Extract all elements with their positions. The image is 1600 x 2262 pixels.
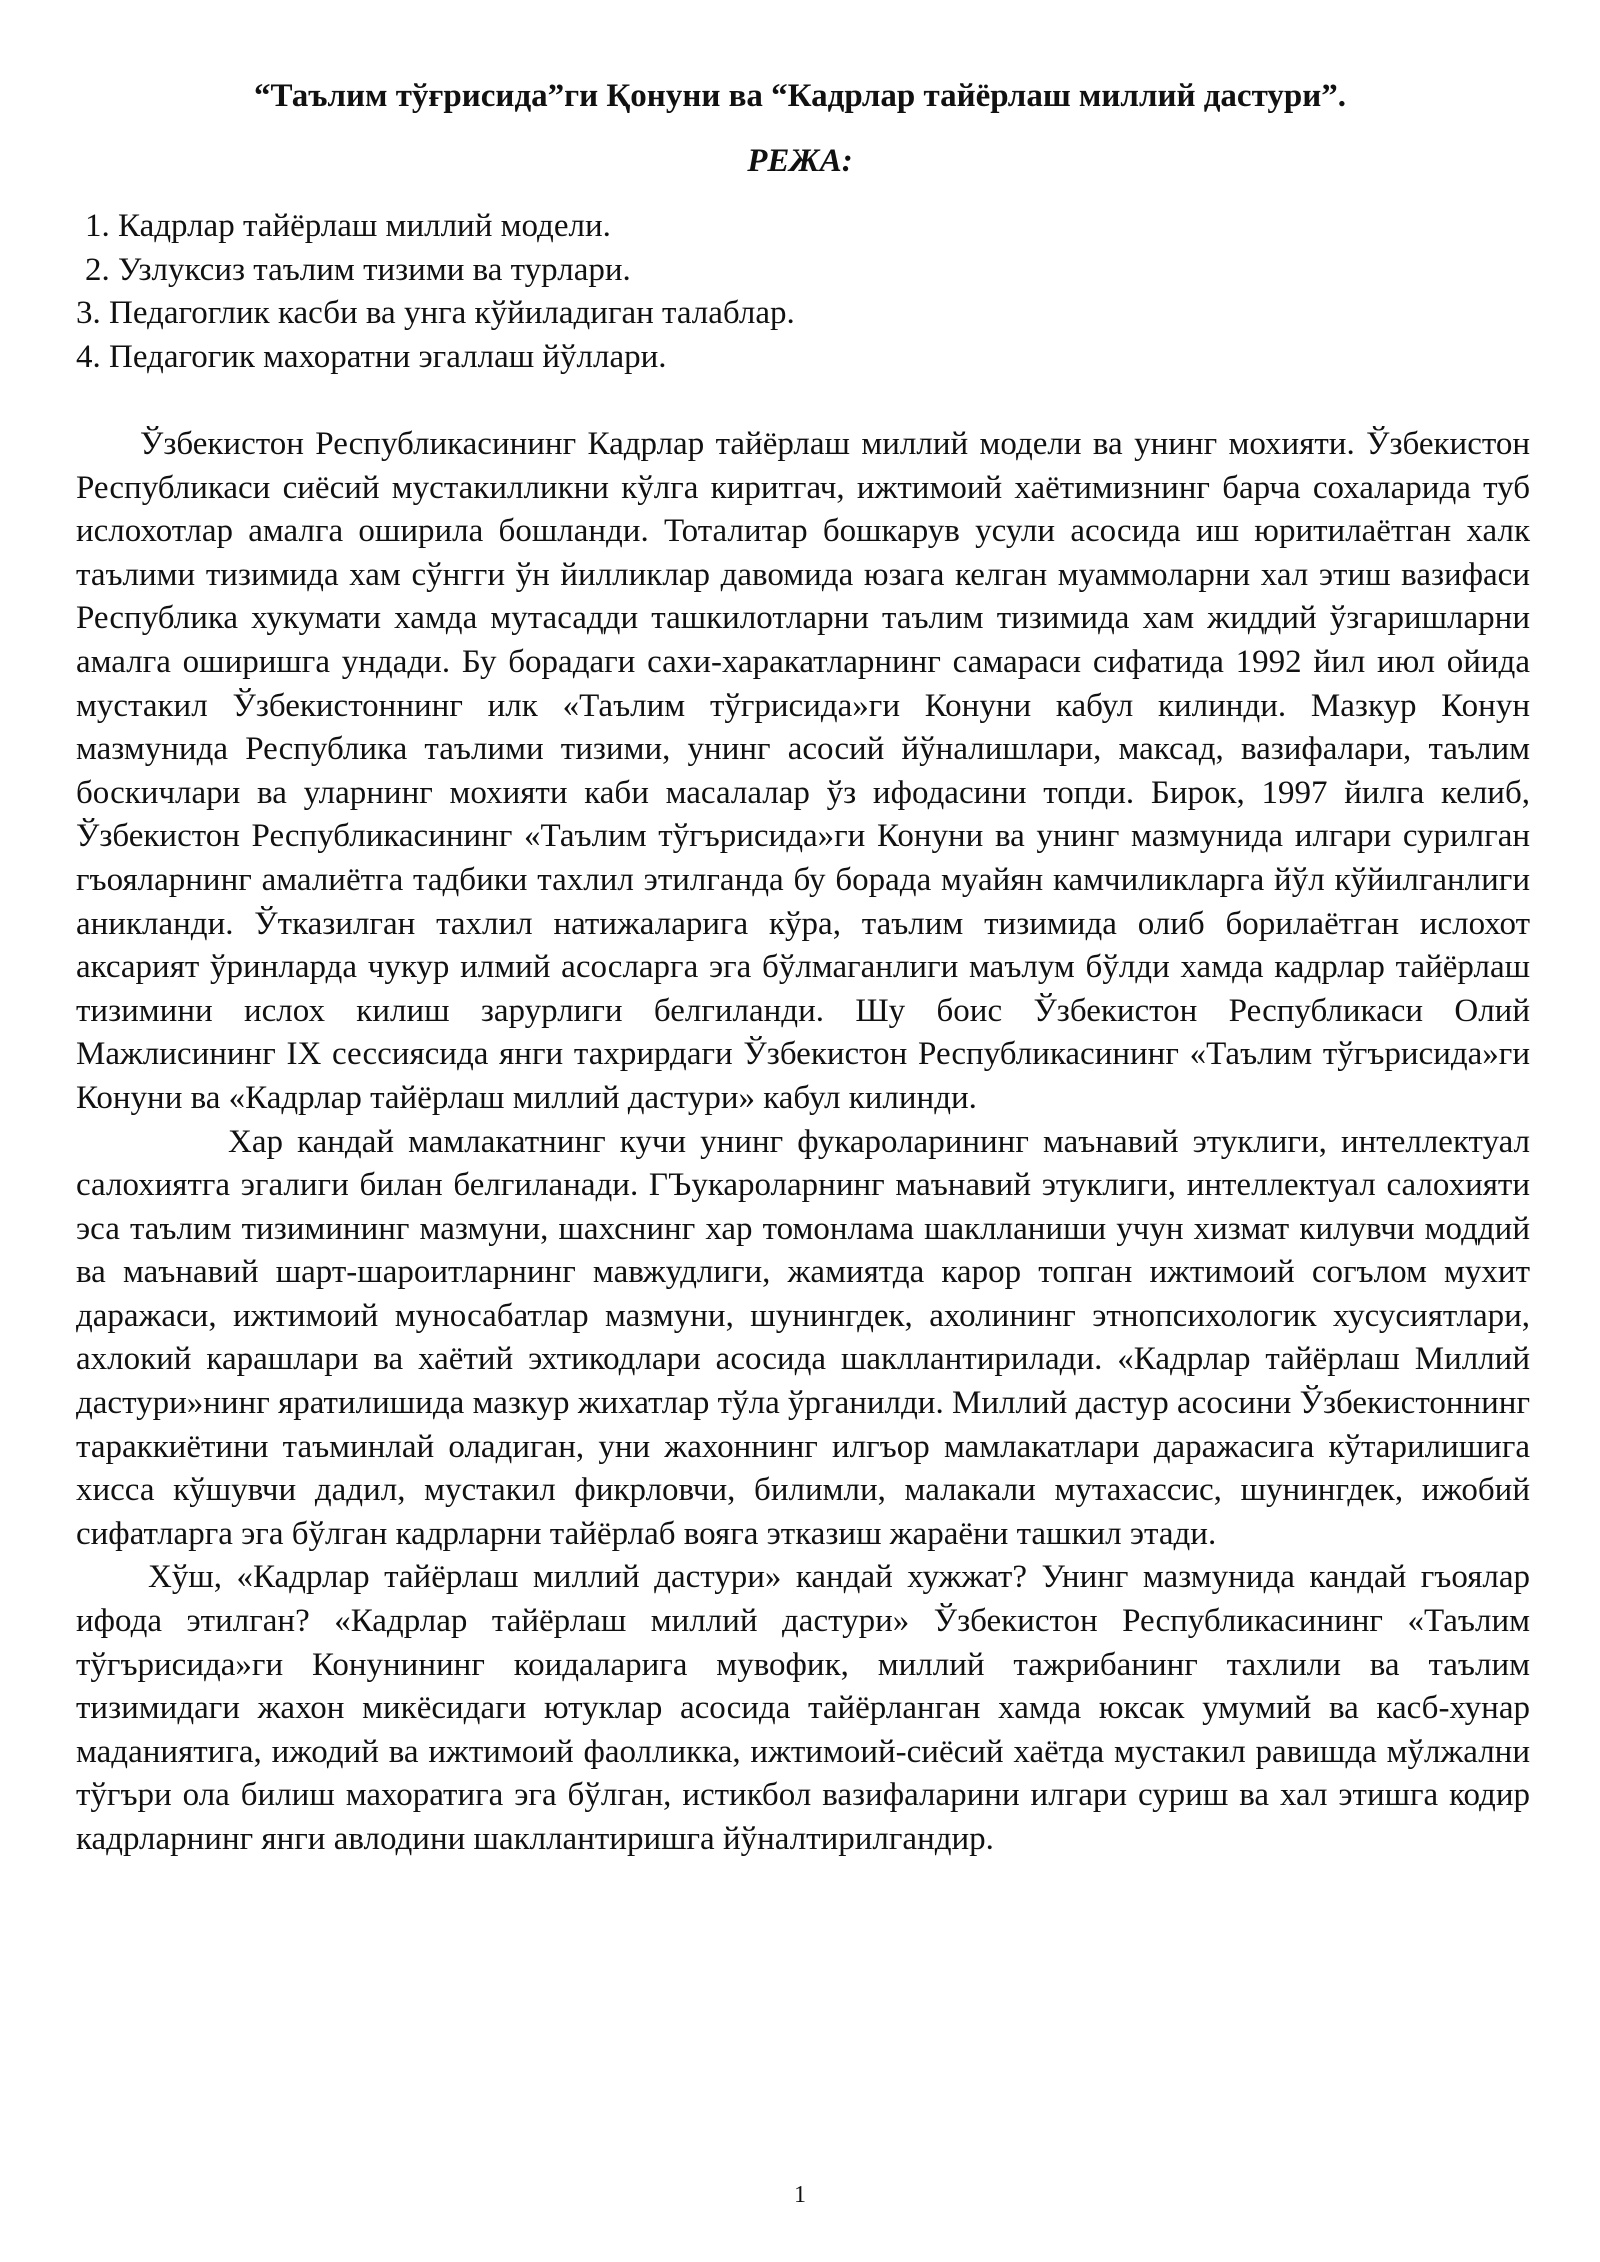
page-number: 1 [794, 2182, 806, 2208]
body-paragraph: Хўш, «Кадрлар тайёрлаш миллий дастури» кандай хужжат? Унинг мазмунида кандай гъоялар ифода этилган? «Кадрлар тайёрлаш миллий дастури» Ўзбекистон Республикасининг «Таълим тўгърисида»ги Конунининг коидаларига мувофик, миллий тажрибанинг тахлили ва таълим тизимидаги жахон микёсидаги ютуклар асосида тайёрланган хамда юксак умумий ва касб-хунар маданиятига, ижодий ва ижтимоий фаолликка, ижтимоий-сиёсий хаётда мустакил равишда мўлжални тўгъри ола билиш махоратига эга бўлган, истикбол вазифаларини илгари суриш ва хал этишга кодир кадрларнинг янги авлодини шакллантиришга йўналтирилгандир. [76, 1559, 1530, 1857]
plan-item: 2. Узлуксиз таълим тизими ва турлари. [85, 251, 631, 288]
plan-item: 1. Кадрлар тайёрлаш миллий модели. [85, 208, 611, 244]
document-body [76, 423, 1530, 1862]
body-paragraph: Ўзбекистон Республикасининг Кадрлар тайёрлаш миллий модели ва унинг мохияти. Ўзбекистон Республикаси сиёсий мустакилликни кўлга киритгач, ижтимоий хаётимизнинг барча сохаларида туб ислохотлар амалга оширила бошланди. Тоталитар бошкарув усули асосида иш юритилаётган халк таълими тизимида хам сўнгги ўн йилликлар давомида юзага келган муаммоларни хал этиш вазифаси Республика хукумати хамда мутасадди ташкилотларни таълим тизимида хам жиддий ўзгаришларни амалга оширишга ундади. Бу борадаги сахи-харакатларнинг самараси сифатида 1992 йил июл ойида мустакил Ўзбекистоннинг илк «Таълим тўгрисида»ги Конуни кабул килинди. Мазкур Конун мазмунида Республика таълими тизими, унинг асосий йўналишлари, максад, вазифалари, таълим боскичлари ва уларнинг мохияти каби масалалар ўз ифодасини топди. Бирок, 1997 йилга келиб, Ўзбекистон Республикасининг «Таълим тўгърисида»ги Конуни ва унинг мазмунида илгари сурилган гъояларнинг амалиётга тадбики тахлил этилганда бу борада муайян камчиликларга йўл кўйилганлиги аникланди. Ўтказилган тахлил натижаларига кўра, таълим тизимида олиб борилаётган ислохот аксарият ўринларда чукур илмий асосларга эга бўлмаганлиги маълум бўлди хамда кадрлар тайёрлаш тизимини ислох килиш зарурлиги белгиланди. Шу боис Ўзбекистон Республикаси Олий Мажлисининг IX сессиясида янги тахрирдаги Ўзбекистон Республикасининг «Таълим тўгърисида»ги Конуни ва «Кадрлар тайёрлаш миллий дастури» кабул килинди. [76, 426, 1530, 1116]
plan-item: 3. Педагоглик касби ва унга кўйиладиган талаблар. [76, 295, 795, 331]
plan-heading: РЕЖА: [747, 143, 853, 179]
body-paragraph: Хар кандай мамлакатнинг кучи унинг фукароларининг маънавий этуклиги, интеллектуал салохиятга эгалиги билан белгиланади. ГЪукароларнинг маънавий этуклиги, интеллектуал салохияти эса таълим тизимининг мазмуни, шахснинг хар томонлама шаклланиши учун хизмат килувчи моддий ва маънавий шарт-шароитларнинг мавжудлиги, жамиятда карор топган ижтимоий согълом мухит даражаси, ижтимоий муносабатлар мазмуни, шунингдек, ахолининг этнопсихологик хусусиятлари, ахлокий карашлари ва хаётий эхтикодлари асосида шакллантирилади. «Кадрлар тайёрлаш Миллий дастури»нинг яратилишида мазкур жихатлар тўла ўрганилди. Миллий дастур асосини Ўзбекистоннинг тараккиётини таъминлай оладиган, уни жахоннинг илгъор мамлакатлари даражасига кўтарилишига хисса кўшувчи дадил, мустакил фикрловчи, билимли, малакали мутахассис, шунингдек, ижобий сифатларга эга бўлган кадрларни тайёрлаб вояга этказиш жараёни ташкил этади. [76, 1123, 1530, 1552]
document-title: “Таълим тўғрисида”ги Қонуни ва “Кадрлар тайёрлаш миллий дастури”. [254, 78, 1346, 114]
plan-list [76, 205, 1546, 379]
plan-item: 4. Педагогик махоратни эгаллаш йўллари. [76, 338, 667, 375]
